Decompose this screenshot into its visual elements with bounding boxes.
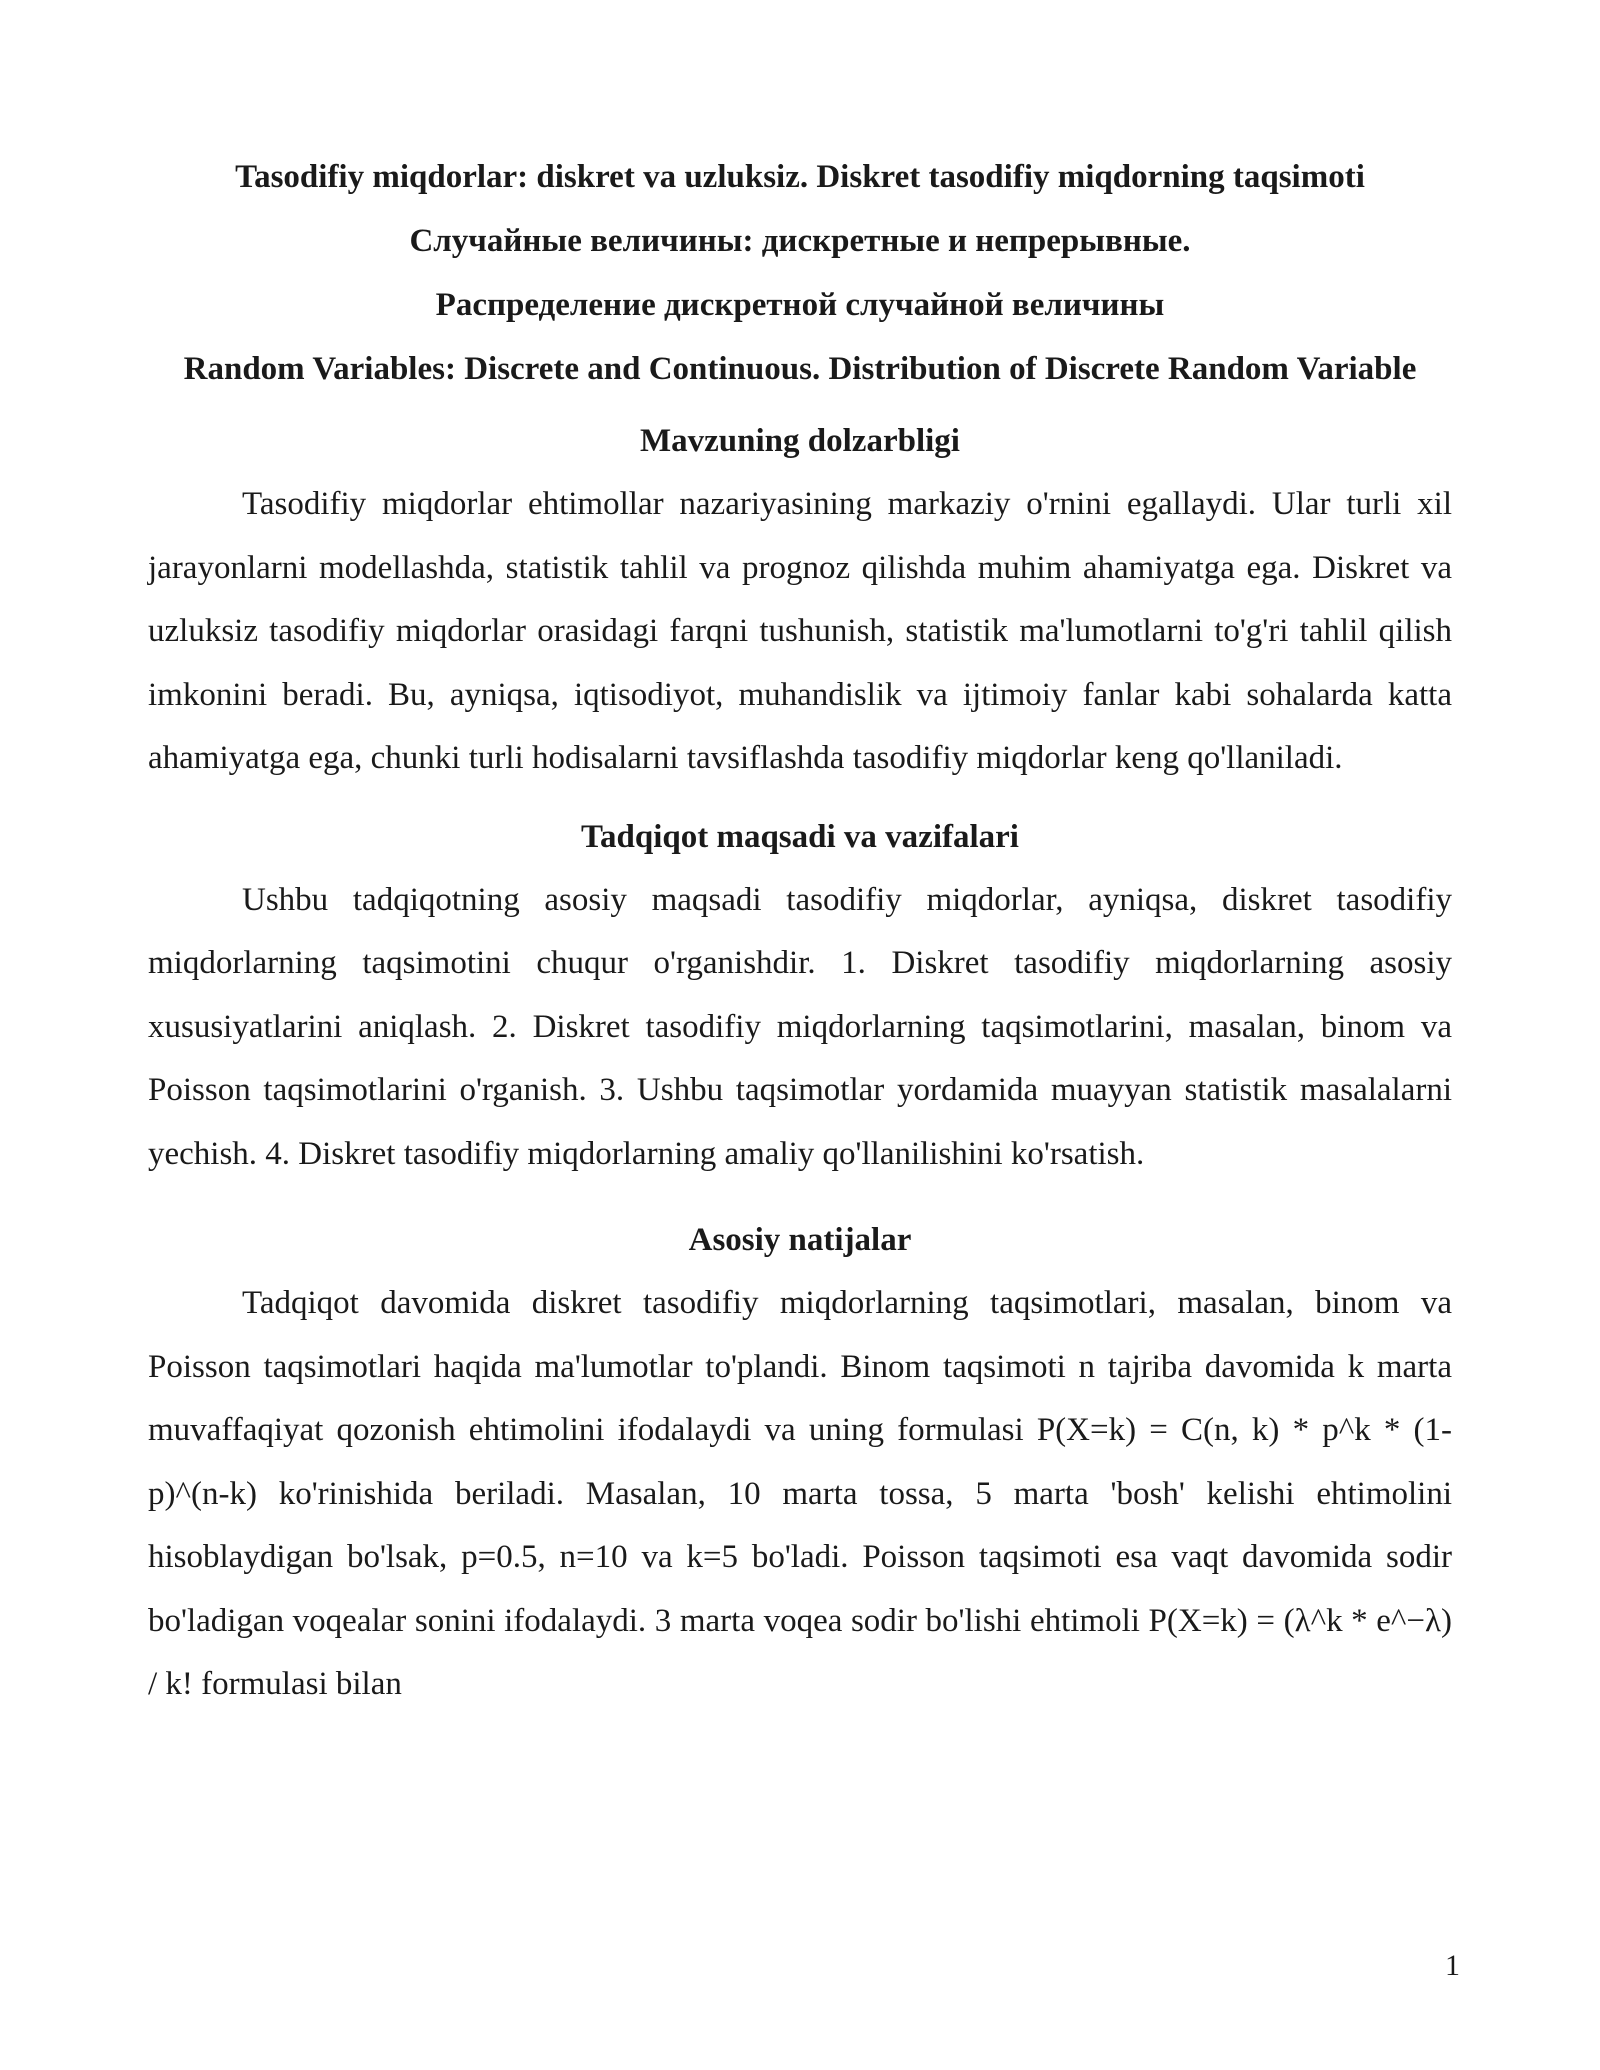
section-text-results: Tadqiqot davomida diskret tasodifiy miqdorlarning taqsimotlari, masalan, binom va Poisson taqsimotlari haqida ma'lumotlar to'plandi. Binom taqsimoti n tajriba davomida k marta muvaffaqiyat qozonish ehtimolini ifodalaydi va uning formulasi P(X=k) = C(n, k) * p^k * (1-p)^(n-k) ko'rinishida beriladi. Masalan, 10 marta tossa, 5 marta 'bosh' kelishi ehtimolini hisoblaydigan bo'lsak, p=0.5, n=10 va k=5 bo'ladi. Poisson taqsimoti esa vaqt davomida sodir bo'ladigan voqealar sonini ifodalaydi. 3 marta voqea sodir bo'lishi ehtimoli P(X=k) = (λ^k * e^−λ) / k! formulasi bilan xyxy=(148,1285,1452,1702)
section-text-goals: Ushbu tadqiqotning asosiy maqsadi tasodifiy miqdorlar, ayniqsa, diskret tasodifiy miqdorlarning taqsimotini chuqur o'rganishdir. 1. Diskret tasodifiy miqdorlarning asosiy xususiyatlarini aniqlash. 2. Diskret tasodifiy miqdorlarning taqsimotlarini, masalan, binom va Poisson taqsimotlarini o'rganish. 3. Ushbu taqsimotlar yordamida muayyan statistik masalalarni yechish. 4. Diskret tasodifiy miqdorlarning amaliy qo'llanilishini ko'rsatish. xyxy=(148,881,1452,1172)
section-heading-relevance: Mavzuning dolzarbligi xyxy=(640,423,960,459)
title-english: Random Variables: Discrete and Continuous. Distribution of Discrete Random Variable xyxy=(183,351,1417,387)
title-uzbek: Tasodifiy miqdorlar: diskret va uzluksiz. Diskret tasodifiy miqdorning taqsimoti xyxy=(235,159,1365,195)
section-text-relevance: Tasodifiy miqdorlar ehtimollar nazariyasining markaziy o'rnini egallaydi. Ular turli xil jarayonlarni modellashda, statistik tahlil va prognoz qilishda muhim ahamiyatga ega. Diskret va uzluksiz tasodifiy miqdorlar orasidagi farqni tushunish, statistik ma'lumotlarni to'g'ri tahlil qilish imkonini beradi. Bu, ayniqsa, iqtisodiyot, muhandislik va ijtimoiy fanlar kabi sohalarda katta ahamiyatga ega, chunki turli hodisalarni tavsiflashda tasodifiy miqdorlar keng qo'llaniladi. xyxy=(148,486,1452,776)
title-russian: Случайные величины: дискретные и непрерывные. Распределение дискретной случайной величины xyxy=(409,223,1191,323)
section-heading-goals: Tadqiqot maqsadi va vazifalari xyxy=(581,818,1019,855)
page-number: 1 xyxy=(1445,1949,1460,1982)
document-page xyxy=(148,145,1452,1717)
section-heading-results: Asosiy natijalar xyxy=(688,1222,912,1258)
